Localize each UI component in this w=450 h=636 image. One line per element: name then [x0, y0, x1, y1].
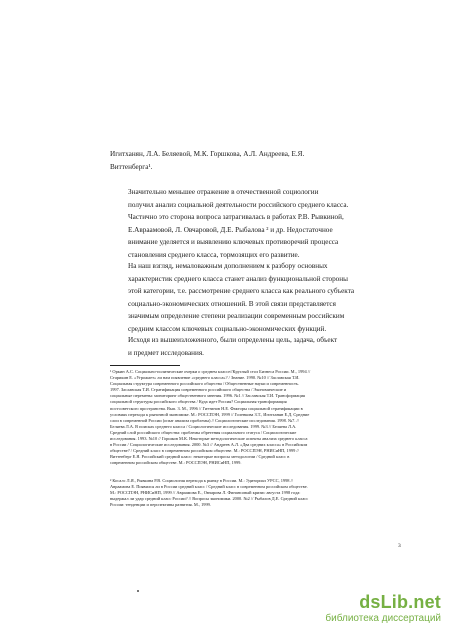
footnote	[110, 478, 402, 508]
footnote-line: выдержал ли удар средний класс России? // Вопросы экономики. 2000. №2 // Рыбалов Д.Е. Средний класс	[110, 496, 309, 502]
intro-paragraph	[110, 148, 393, 173]
footnote-line: обществе? / Средний класс в современном российском обществе. М.: РОССПЭН, РНИСиНП, 1999 //	[110, 448, 299, 454]
text-line: этой категории, т.е. рассмотрение среднего класса как реального субъекта	[128, 287, 355, 296]
body-text	[110, 186, 393, 262]
text-line: становления среднего класса, тормозящих его развитие.	[128, 250, 300, 259]
body-text	[110, 148, 393, 173]
paragraph	[110, 260, 393, 336]
text-line: и предмет исследования.	[128, 348, 204, 357]
scan-speck	[137, 590, 139, 592]
watermark-subtitle: библиотека диссертаций	[325, 613, 441, 624]
text-line: Значительно меньшее отражение в отечественной социологии	[128, 188, 319, 196]
body-text	[110, 260, 393, 336]
footnote-line: Старикин Е. «Угрожает» ли нам появление «среднего класса»? / Знание. 1990. №10 // Заславская Т.И.	[110, 375, 300, 381]
text-line: На наш взгляд, немаловажным дополнением к разбору основных	[128, 262, 328, 270]
text-line: характеристик среднего класса станет анализ функциональной стороны	[128, 274, 348, 283]
text-line: значимым определение степени реализации современным российским	[128, 312, 345, 321]
footnote	[110, 369, 402, 467]
watermark-logo: dsLib.net	[359, 592, 441, 612]
footnote-line: современном российском обществе. М.: РОССПЭН, РНИСиНП, 1999.	[110, 460, 242, 466]
text-line: внимание уделяется и выявлению ключевых противоречий процесса	[128, 238, 339, 247]
text-line: получил анализ социальной деятельности российского среднего класса.	[128, 200, 349, 209]
text-line: Частично это сторона вопроса затрагивалась в работах Р.В. Рывкиной,	[128, 213, 344, 222]
footnote-line: ² Косалс Л.Я., Рывкина Р.В. Социология перехода к рынку в России. М.: Эдиториал УРСС, 1998 //	[110, 478, 294, 483]
footnote-line: Беляева Л.А. В поисках среднего класса / Социологические исследования. 1999. №3 // Беляева Л.А.	[110, 423, 297, 429]
paragraph	[110, 334, 393, 359]
text-line: Виттенберга¹.	[110, 162, 153, 171]
text-line: Исходя из вышеизложенного, были определены цель, задача, объект	[128, 336, 338, 344]
footnote-line: постсоветского пространства. Вып. 3. М., 1996 // Гиттинов Н.Е. Факторы социальной стратификации в	[110, 405, 303, 411]
page-number: 3	[398, 543, 401, 549]
footnote-line: социальные перемены: мониторинг общественного мнения. 1996. №1 // Заславская Т.И. Трансформация	[110, 393, 305, 399]
text-line: Е.Авраамовой, Л. Овчаровой, Д.Е. Рыбалова ² и др. Недостаточное	[128, 225, 333, 234]
footnote-line: Средний слой российского общества: проблемы обретения социального статуса / Социологические	[110, 429, 297, 435]
footnote-line: 1997. Заславская Т.И. Стратификация современного российского общества / Экономические и	[110, 387, 287, 393]
text-line: социально-экономических отношений. В этой связи представляется	[128, 299, 336, 308]
footnote-line: ¹ Оркин А.С. Социально-политические очерки о среднем классе//Круглый стол Бизнеса России. М., 1994 //	[110, 369, 311, 374]
body-text	[110, 334, 393, 359]
text-line: Игитханян, Л.А. Беляевой, М.К. Горшкова, А.Л. Андреева, Е.Я.	[110, 150, 305, 158]
footnote-line: в России / Социологические исследования. 2000. №3 // Андреев А.Л. «Два средних класса» в Российском	[110, 442, 308, 448]
footnote-line: России: тенденции и перспективы развития. М., 1999.	[110, 502, 211, 508]
footnote-line: социальной структуры российского общества / Куда идет Россия? Социальная трансформация	[110, 399, 287, 405]
footnote-line: слои в современной России (опыт анализа проблемы) // Социологические исследования. 1998. №7. //	[110, 417, 300, 423]
footnote-line: исследования. 1993. №10 // Горшков М.К. Некоторые методологические аспекты анализа среднего класса	[110, 436, 308, 442]
text-line: средним классом ключевых социально-экономических функций.	[128, 324, 327, 333]
footnote-line: Социальная структура современного российского общества / Общественные науки и современность.	[110, 381, 300, 387]
footnote-line: Виттенберг Е.Я. Российский средний класс: некоторые вопросы методологии / Средний класс в	[110, 454, 290, 460]
watermark	[325, 592, 441, 625]
footnote-separator	[110, 365, 180, 366]
footnote-line: условиях перехода к рыночной экономике. М.: РОССПЭН, 1999 // Голенкова З.Т., Игитханян Е.Д. Средние	[110, 411, 310, 417]
footnote-line: Авраамова Е. Появился ли в России средний класс / Средний класс в современном российском обществе.	[110, 484, 308, 490]
paragraph	[110, 186, 393, 262]
footnote-line: М.: РОССПЭН, РНИСиНП, 1999 // Авраамова Е., Овчарова Л. Финансовый кризис августа 1998 года:	[110, 490, 301, 496]
